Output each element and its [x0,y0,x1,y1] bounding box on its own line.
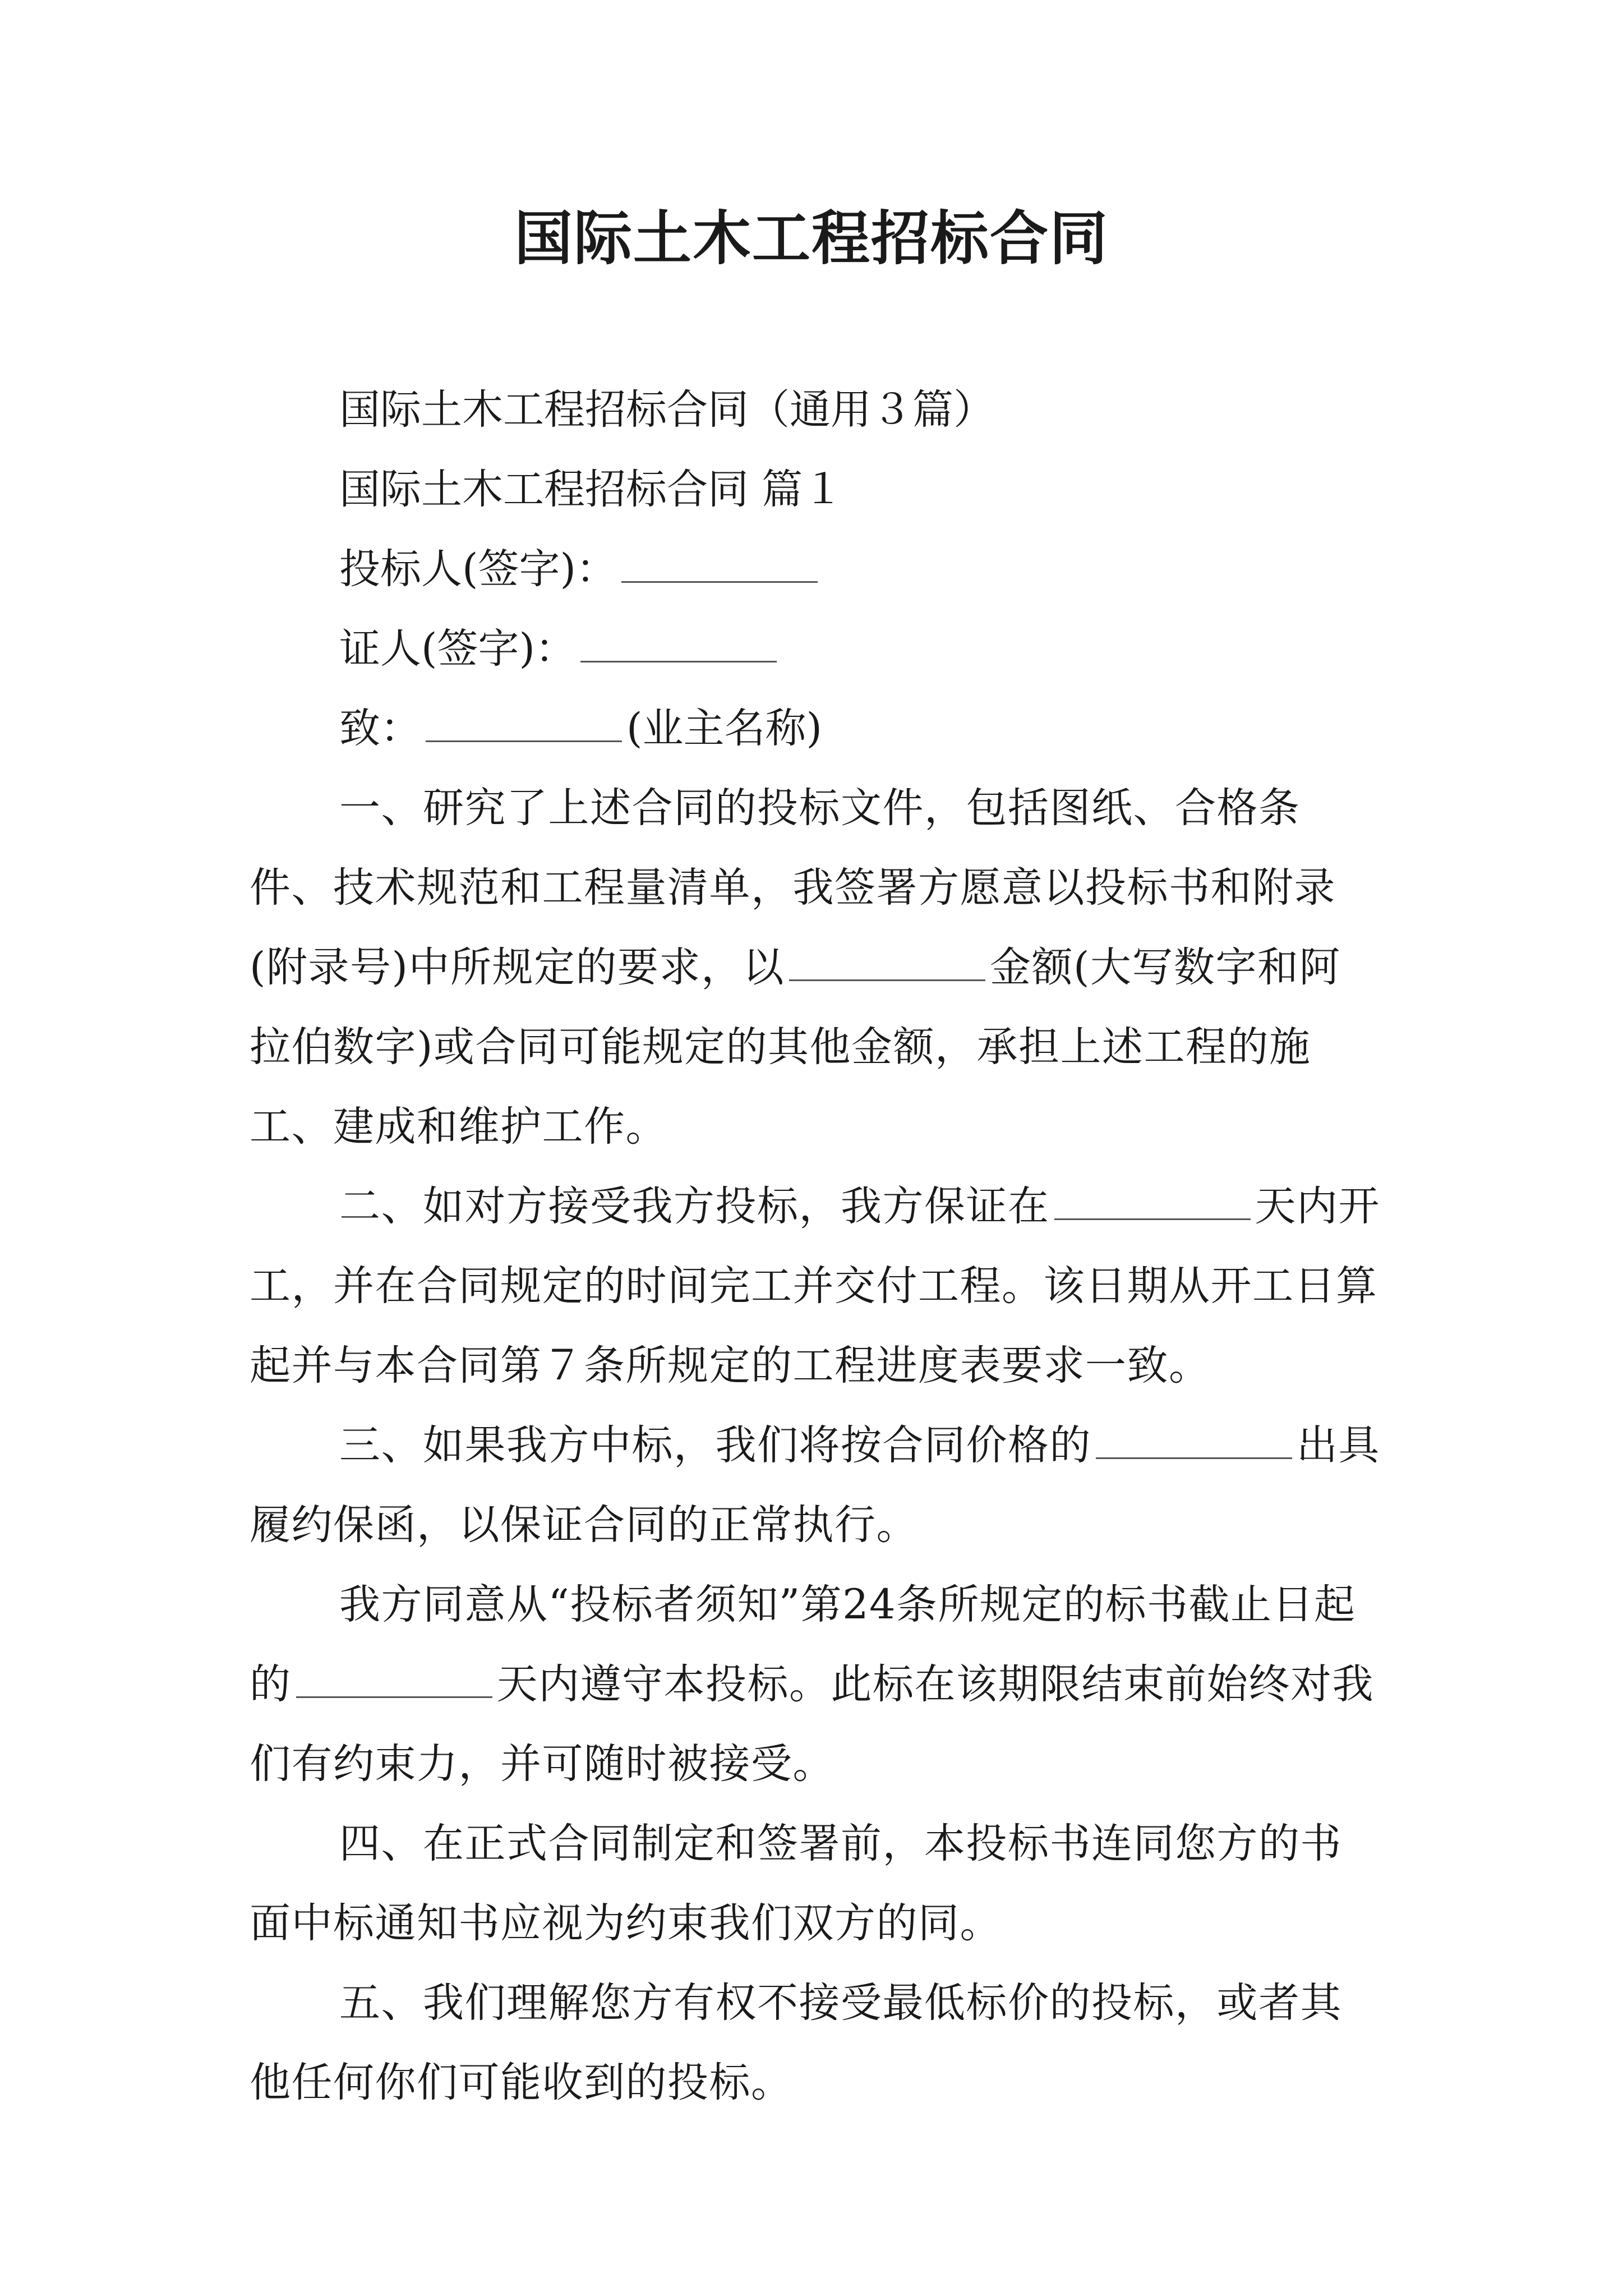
validity-days-blank [296,1659,492,1698]
paragraph-1-text-b: 金额(大写数字和阿拉伯数字)或合同可能规定的其他金额，承担上述工程的施工、建成和维护工作。 [250,944,1341,1151]
witness-sign-label: 证人(签字)： [339,625,576,673]
document-body [250,370,1382,2123]
paragraph-3 [250,1406,1382,1565]
start-days-blank [1054,1181,1251,1220]
document-subtitle: 国际土木工程招标合同（通用３篇） [339,386,994,434]
paragraph-2-text-b: 天内开工，并在合同规定的时间完工并交付工程。该日期从开工日算起并与本合同第７条所规定的工程进度表要求一致。 [250,1182,1380,1389]
owner-name-blank [426,703,622,742]
witness-sign-line [250,609,1382,689]
bidder-sign-line [250,530,1382,609]
amount-blank [789,942,985,981]
paragraph-3-text-a: 三、如果我方中标，我们将按合同价格的 [339,1421,1091,1469]
guarantee-percent-blank [1096,1420,1292,1459]
paragraph-1 [250,769,1382,1167]
witness-sign-blank [580,624,777,662]
paragraph-2-text-a: 二、如对方接受我方投标，我方保证在 [339,1182,1050,1230]
paragraph-4 [250,1565,1382,1804]
paragraph-6: 五、我们理解您方有权不接受最低标价的投标，或者其他任何你们可能收到的投标。 [250,1979,1342,2106]
paragraph-4-text-a: 我方同意从“投标者须知”第24条所规定的标书截止日起的 [250,1581,1356,1708]
paragraph-2 [250,1167,1382,1406]
paragraph-5: 四、在正式合同制定和签署前，本投标书连同您方的书面中标通知书应视为约束我们双方的同。 [250,1820,1342,1947]
paragraph-3-text-b: 出具履约保函，以保证合同的正常执行。 [250,1421,1380,1549]
document-title: 国际土木工程招标合同 [514,204,1109,273]
bidder-sign-blank [621,544,818,583]
section-heading: 国际土木工程招标合同 篇１ [339,466,844,513]
to-line [250,689,1382,769]
paragraph-4-text-b: 天内遵守本投标。此标在该期限结束前始终对我们有约束力，并可随时被接受。 [250,1660,1374,1788]
paragraph-1-text-a: 一、研究了上述合同的投标文件，包括图纸、合格条件、技术规范和工程量清单，我签署方愿意以投标书和附录(附录号)中所规定的要求，以 [250,784,1336,991]
to-label: 致： [339,705,421,752]
bidder-sign-label: 投标人(签字)： [339,545,617,593]
to-suffix: (业主名称) [626,705,822,752]
